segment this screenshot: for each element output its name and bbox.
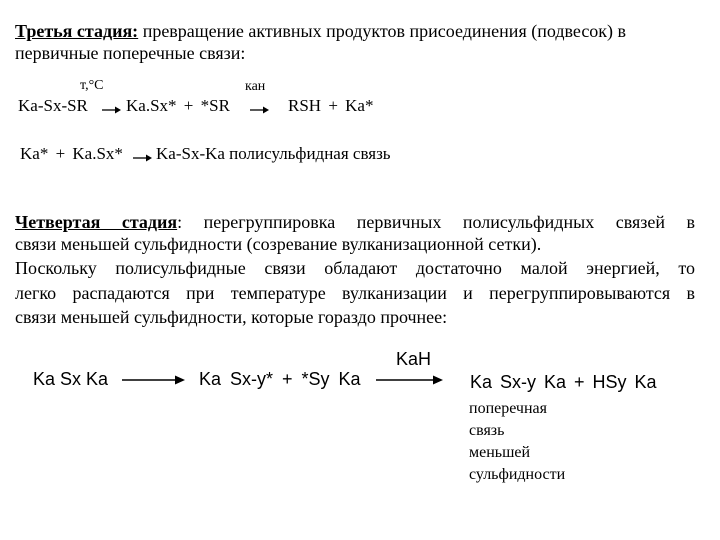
stage4-line2: связи меньшей сульфидности (созревание вулканизационной сетки). <box>15 234 542 254</box>
long-arrow-right-icon <box>122 374 186 386</box>
long-arrow-right-icon <box>376 374 444 386</box>
eq1-reactant: Ka-Sx-SR <box>18 96 88 115</box>
eq1-product: RSH + Ka* <box>288 96 374 115</box>
scheme-note-line1: поперечная <box>469 400 547 417</box>
scheme-reactant: Ka Sx Ka <box>33 369 109 389</box>
stage4-line5: связи меньшей сульфидности, которые гораздо прочнее: <box>15 307 448 327</box>
stage3-intro-line2: первичные поперечные связи: <box>15 43 246 63</box>
eq1-intermediate: Ka.Sx* + *SR <box>126 96 230 115</box>
scheme-note-line3: меньшей <box>469 444 531 461</box>
scheme-note-line4: сульфидности <box>469 466 566 483</box>
scheme-intermediate: Ka Sx-y* + *Sy Ka <box>199 369 361 389</box>
stage4-line3: Поскольку полисульфидные связи обладают достаточно малой энергией, то <box>15 258 695 278</box>
stage3-heading: Третья стадия: <box>15 21 139 41</box>
arrow-right-icon <box>250 105 270 115</box>
scheme-products: Ka Sx-y Ka + HSy Ka <box>470 372 657 392</box>
temperature-condition: т,°С <box>80 78 104 93</box>
eq2-product: Ka-Sx-Ka полисульфидная связь <box>156 144 391 163</box>
catalyst-condition: кан <box>245 79 266 94</box>
scheme-note-line2: связь <box>469 422 505 439</box>
arrow-right-icon <box>133 153 153 163</box>
stage4-line1: Четвертая стадия: перегруппировка первичных полисульфидных связей в <box>15 212 695 232</box>
stage3-intro-line1: Третья стадия: превращение активных продуктов присоединения (подвесок) в <box>15 21 627 41</box>
eq2-reactants: Ka* + Ka.Sx* <box>20 144 123 163</box>
arrow-right-icon <box>102 105 122 115</box>
stage4-heading: Четвертая стадия <box>15 212 178 232</box>
stage4-line4: легко распадаются при температуре вулканизации и перегруппировываются в <box>15 283 695 303</box>
scheme-catalyst: KaH <box>396 349 432 369</box>
